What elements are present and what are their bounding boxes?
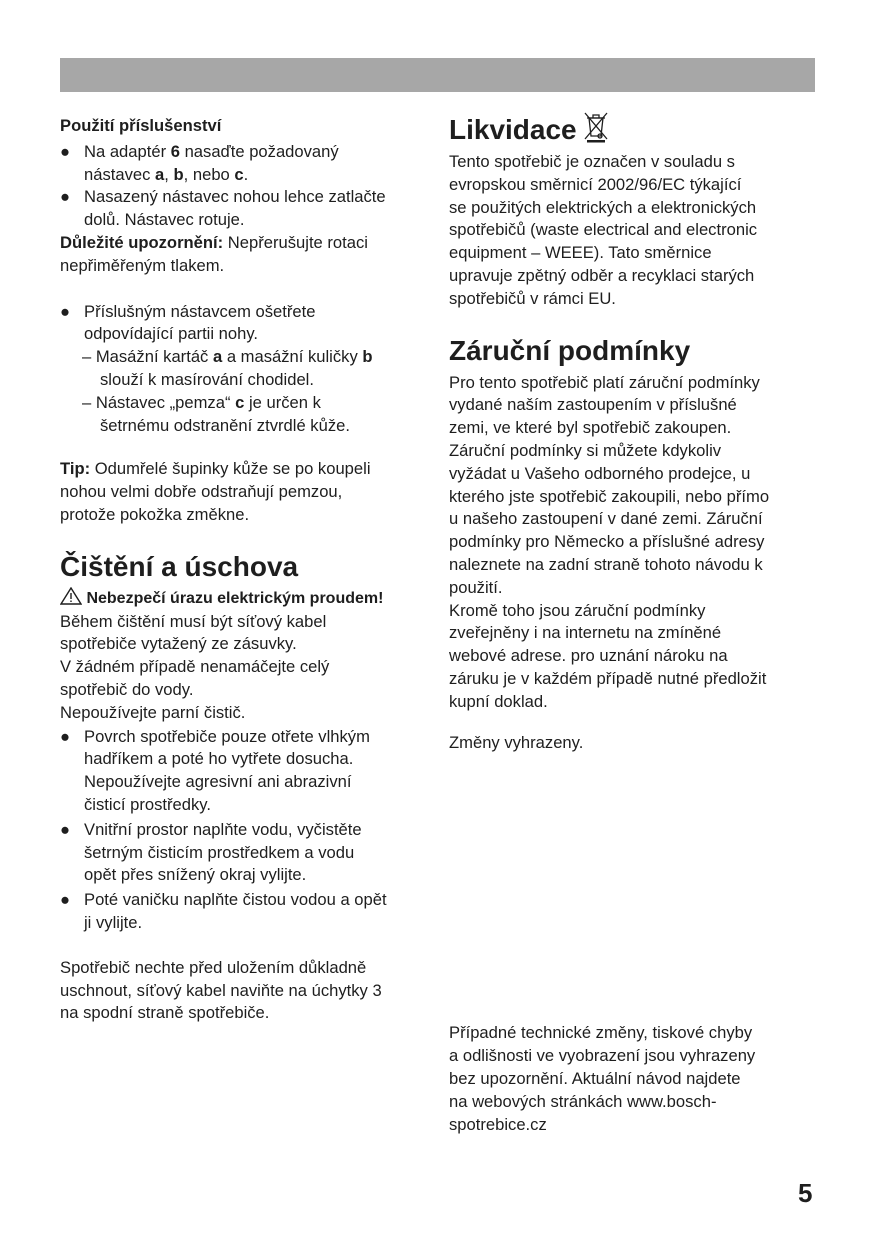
- text: Povrch spotřebiče pouze otřete vlhkým hadříkem a poté ho vytřete dosucha. Nepoužívejte agresivní ani abrazivní čisticí prostředky.: [84, 726, 370, 814]
- changes-reserved: Změny vyhrazeny.: [449, 732, 584, 752]
- text: – Nástavec „pemza“: [82, 392, 236, 412]
- dash-item-1: [60, 346, 438, 392]
- text: slouží k masírování chodidel.: [100, 369, 314, 389]
- text: Poté vaničku naplňte čistou vodou a opět ji vylijte.: [84, 890, 387, 932]
- usage-bullet-1: [60, 141, 438, 187]
- bullet-icon: ●: [60, 726, 71, 746]
- left-column: [60, 115, 438, 1025]
- text: nasaďte požadovaný nástavec: [84, 141, 339, 184]
- warranty-title: Záruční podmínky: [449, 334, 691, 366]
- dash-item-2: [60, 392, 438, 438]
- text: Vnitřní prostor naplňte vodu, vyčistěte šetrným čisticím prostředkem a vodu opět přes snížený okraj vylijte.: [84, 819, 362, 885]
- text: c: [234, 164, 244, 184]
- bullet-icon: ●: [60, 301, 71, 321]
- text: 6: [170, 141, 180, 161]
- tip: [60, 458, 438, 526]
- text: ,: [164, 164, 174, 184]
- electric-warning: [60, 587, 438, 611]
- text: je určen k šetrnému odstranění ztvrdlé kůže.: [100, 392, 350, 435]
- important-label: Důležité upozornění:: [60, 232, 224, 252]
- tip-label: Tip:: [60, 459, 91, 479]
- text: , nebo: [183, 164, 235, 184]
- header-bar: [60, 58, 815, 92]
- usage-title-text: Použití příslušenství: [60, 116, 222, 135]
- warranty-text: Pro tento spotřebič platí záruční podmínky vydané naším zastoupením v příslušné zemi, ve které byl spotřebič zakoupen. Záruční podmínky si můžete kdykoliv vyžádat u Vašeho odborného prodejce, u kterého jste spotřebič zakoupili, nebo přímo u našeho zastoupení v dané zemi. Záruční podmínky pro Německo a příslušné adresy naleznete na zadní straně tohoto návodu k použití. Kromě toho jsou záruční podmínky zveřejněny i na internetu na zmíněné webové adrese. pro uznání nároku na záruku je v každém případě nutné předložit kupní doklad.: [449, 372, 770, 711]
- right-column: [449, 111, 829, 1136]
- warning-icon: [60, 587, 82, 605]
- important-note: [60, 232, 438, 278]
- important-text: Nepřerušujte rotaci nepřiměřeným tlakem.: [60, 232, 368, 275]
- bullet-icon: ●: [60, 890, 71, 910]
- text: Nasazený nástavec nohou lehce zatlačte dolů. Nástavec rotuje.: [84, 187, 386, 230]
- cleaning-bullet-3: [60, 889, 438, 935]
- disposal-title-text: Likvidace: [449, 114, 577, 145]
- bullet-icon: ●: [60, 187, 71, 207]
- storage-text: Spotřebič nechte před uložením důkladně uschnout, síťový kabel naviňte na úchytky 3 na spodní straně spotřebiče.: [60, 957, 382, 1023]
- footer-note: Případné technické změny, tiskové chyby a odlišnosti ve vyobrazení jsou vyhrazeny bez upozornění. Aktuální návod najdete na webových stránkách www.bosch- spotrebice.cz: [449, 1023, 756, 1134]
- text: b: [362, 347, 373, 367]
- text: .: [243, 164, 249, 184]
- text: a masážní kuličky: [222, 347, 363, 367]
- cleaning-bullet-2: [60, 819, 438, 887]
- text: c: [235, 392, 245, 412]
- tip-text: Odumřelé šupinky kůže se po koupeli nohou velmi dobře odstraňují pemzou, protože pokožka změkne.: [60, 459, 371, 524]
- usage-bullet-2: [60, 186, 438, 232]
- text: Příslušným nástavcem ošetřete odpovídající partii nohy.: [84, 301, 316, 344]
- warning-text: Nebezpečí úrazu elektrickým proudem!: [86, 589, 384, 607]
- usage-bullet-3: [60, 301, 438, 347]
- cleaning-title: Čištění a úschova: [60, 550, 299, 582]
- weee-bin-icon: [583, 111, 609, 143]
- disposal-text: Tento spotřebič je označen v souladu s evropskou směrnicí 2002/96/EC týkající se použitých elektrických a elektronických spotřebičů (waste electrical and electronic equipment – WEEE). Tato směrnice upravuje zpětný odběr a recyklaci starých spotřebičů v rámci EU.: [449, 152, 758, 308]
- cleaning-bullet-1: [60, 726, 438, 817]
- page-number: 5: [798, 1178, 813, 1208]
- text: – Masážní kartáč: [82, 347, 213, 367]
- bullet-icon: ●: [60, 141, 71, 161]
- text: a: [212, 347, 223, 367]
- bullet-icon: ●: [60, 819, 71, 839]
- disposal-title: [449, 111, 829, 147]
- text: Na adaptér: [84, 141, 171, 161]
- usage-title: [60, 115, 438, 138]
- cleaning-text: Během čištění musí být síťový kabel spotřebiče vytažený ze zásuvky. V žádném případě nenamáčejte celý spotřebič do vody. Nepoužívejte parní čistič.: [60, 611, 330, 722]
- text: a: [155, 164, 165, 184]
- text: b: [173, 164, 184, 184]
